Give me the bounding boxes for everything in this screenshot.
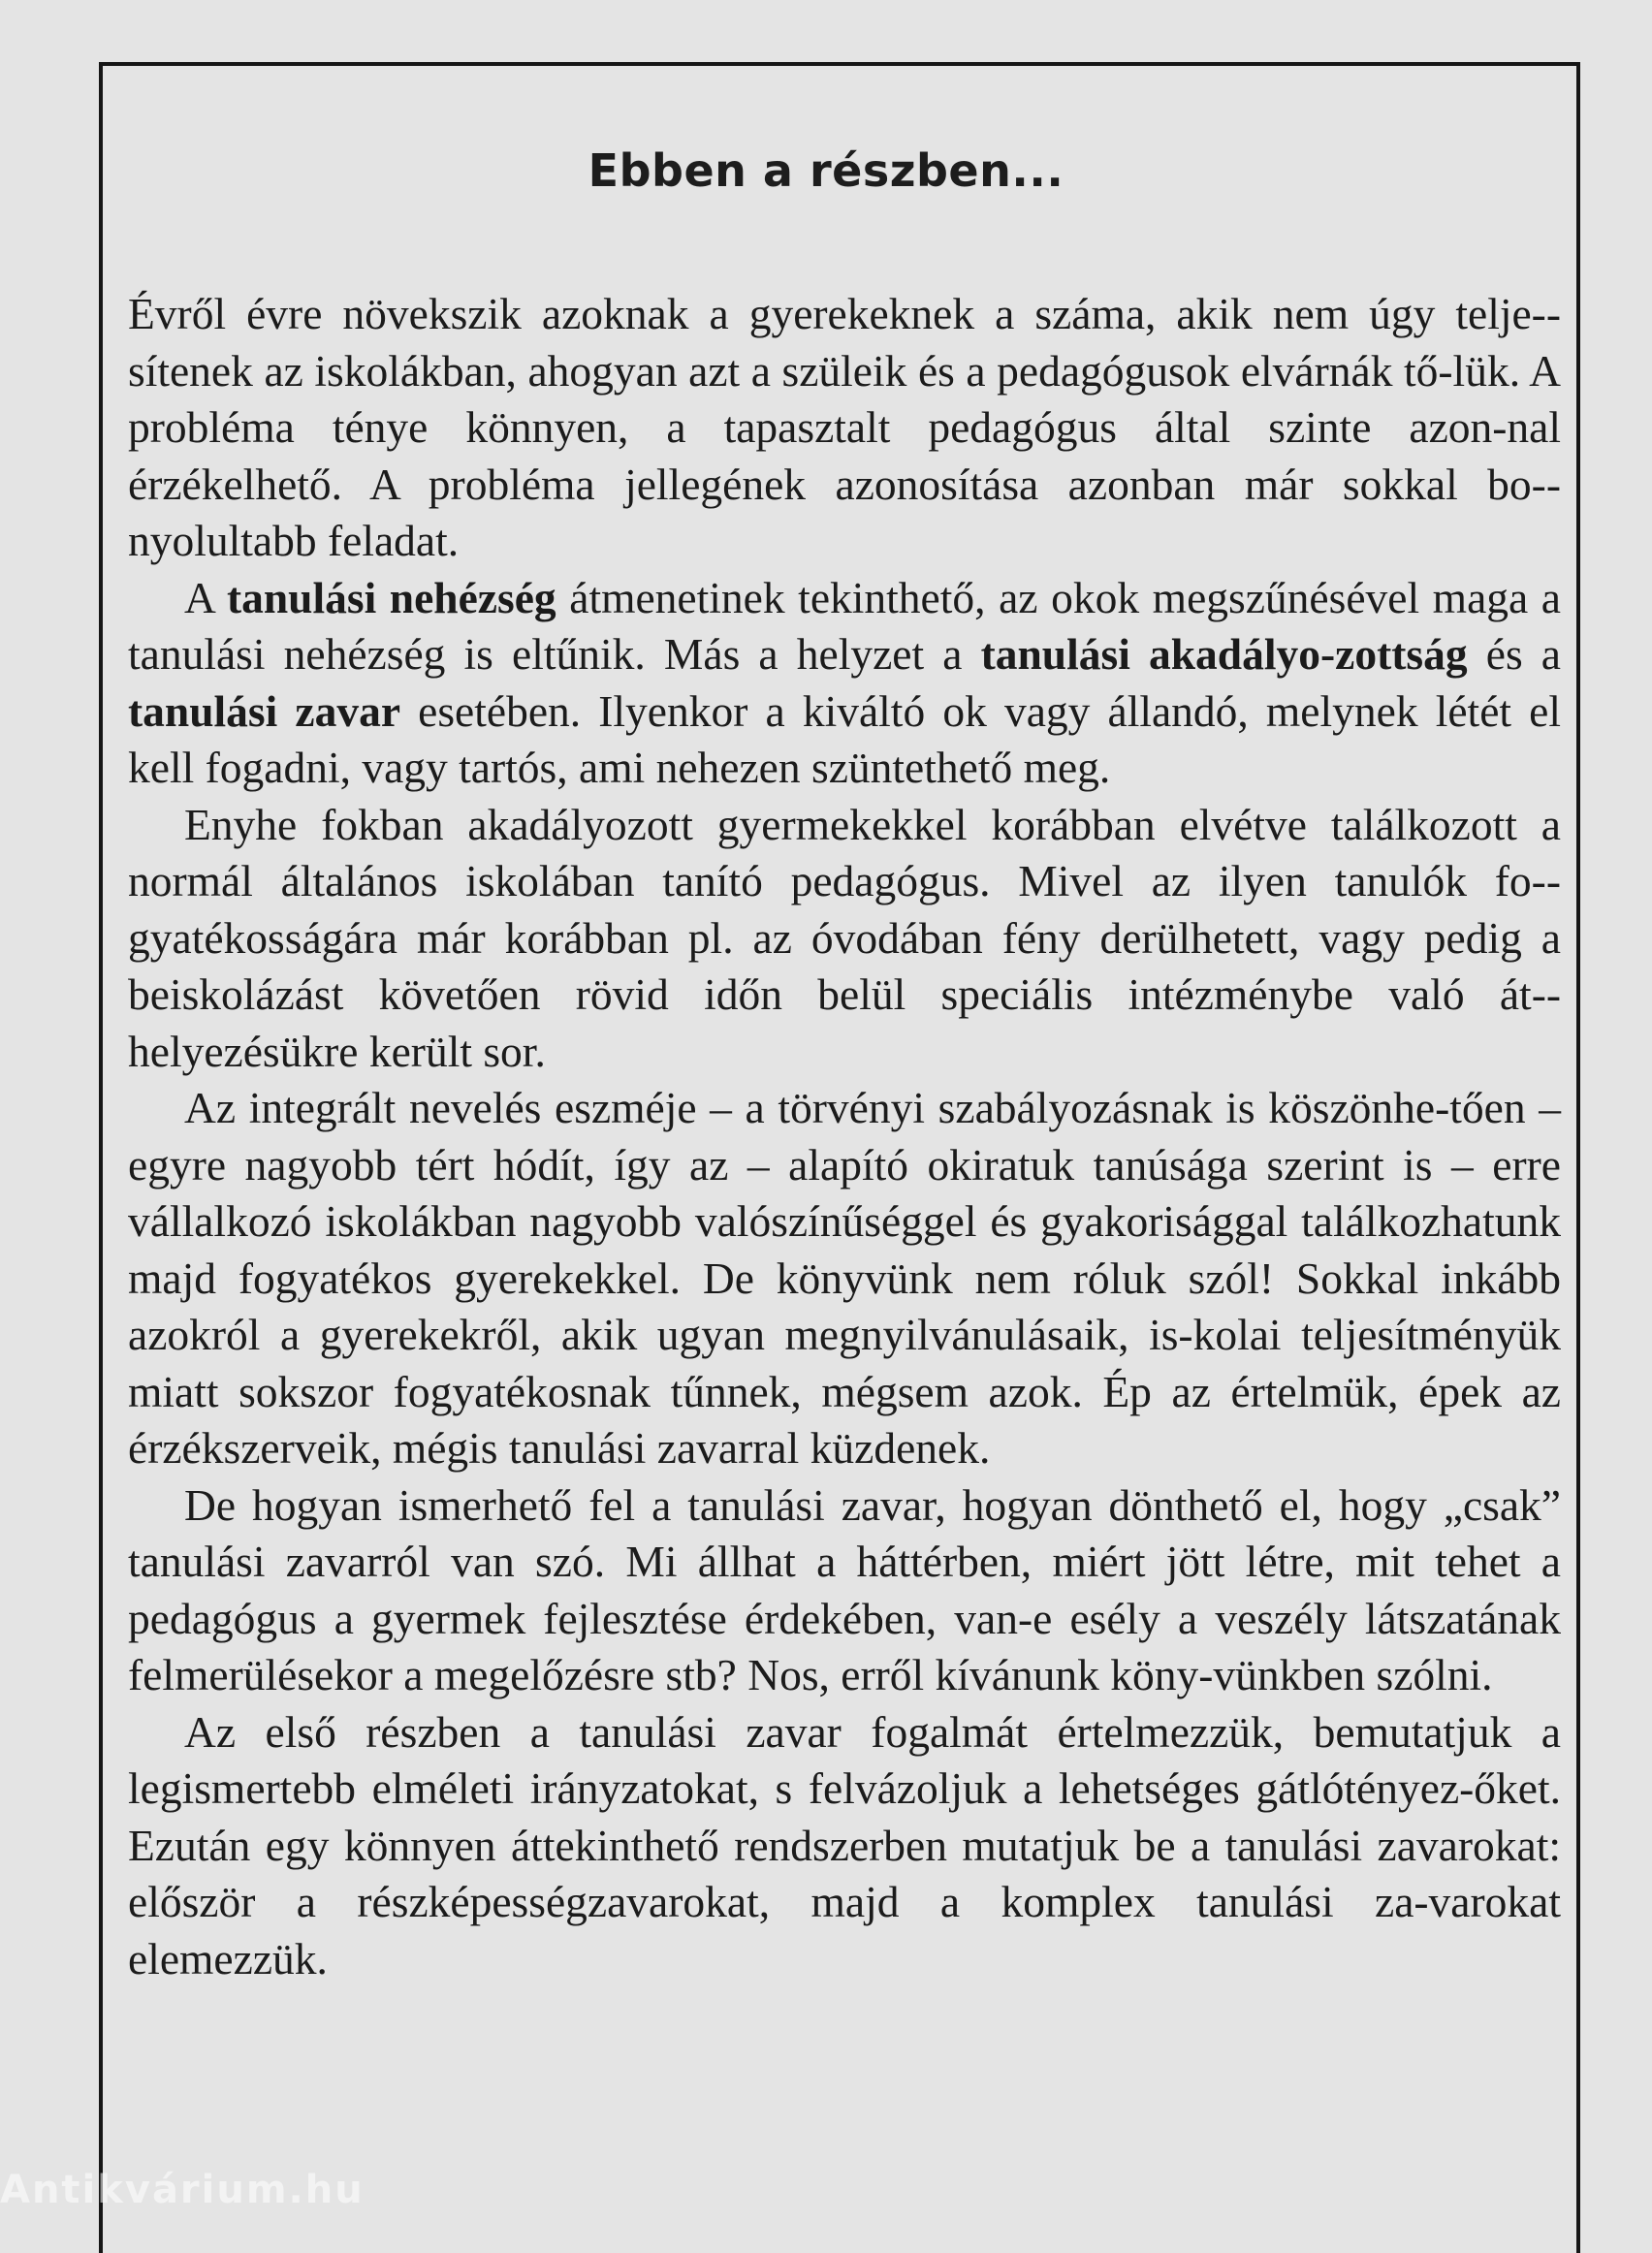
body-text: [128, 286, 1561, 1987]
page-title: Ebben a részben...: [588, 143, 1064, 197]
text-segment: A: [184, 572, 227, 622]
bold-term: tanulási akadályo-zottság: [980, 629, 1468, 679]
paragraph: [128, 570, 1561, 797]
text-segment: Évről évre növekszik azoknak a gyerekeknek a száma, akik nem úgy telje-sítenek az iskolákban, ahogyan azt a szüleik és a pedagógusok elvárnák tő-lük. A probléma ténye könnyen, a tapasztalt pedagógus által szinte azon-nal érzékelhető. A probléma jellegének azonosítása azonban már sokkal bo-nyolultabb feladat.: [128, 289, 1561, 565]
text-segment: és a: [1467, 629, 1561, 679]
text-segment: átmenetinek tekinthető, az okok megszűnésével maga a tanulási nehézség is eltűnik. Más a helyzet a: [128, 572, 1562, 679]
text-segment: Az első részben a tanulási zavar fogalmát értelmezzük, bemutatjuk a legismertebb elméleti irányzatokat, s felvázoljuk a lehetséges gátlótényez-őket. Ezután egy könnyen áttekinthető rendszerben mutatjuk be a tanulási zavarokat: először a részképességzavarokat, majd a komplex tanulási za-varokat elemezzük.: [128, 1706, 1561, 1983]
paragraph: [128, 286, 1561, 570]
paragraph: [128, 1704, 1561, 1988]
text-segment: Az integrált nevelés eszméje – a törvényi szabályozásnak is köszönhe-tően – egyre nagyobb tért hódít, így az – alapító okiratuk tanúsága szerint is – erre vállalkozó iskolákban nagyobb valószínűséggel és gyakorisággal találkozhatunk majd fogyatékos gyerekekkel. De könyvünk nem róluk szól! Sokkal inkább azokról a gyerekekről, akik ugyan megnyilvánulásaik, is-kolai teljesítményük miatt sokszor fogyatékosnak tűnnek, mégsem azok. Ép az értelmük, épek az érzékszerveik, mégis tanulási zavarral küzdenek.: [128, 1083, 1561, 1473]
paragraph: [128, 1477, 1561, 1704]
bold-term: tanulási nehézség: [226, 572, 556, 622]
paragraph: [128, 1080, 1561, 1477]
bold-term: tanulási zavar: [128, 685, 401, 736]
text-segment: De hogyan ismerhető fel a tanulási zavar, hogyan dönthető el, hogy „csak” tanulási zavarról van szó. Mi állhat a háttérben, miért jött létre, mit tehet a pedagógus a gyermek fejlesztése érdekében, van-e esély a veszély látszatának felmerülésekor a megelőzésre stb? Nos, erről kívánunk köny-vünkben szólni.: [128, 1479, 1561, 1699]
text-segment: esetében. Ilyenkor a kiváltó ok vagy állandó, melynek létét el kell fogadni, vagy tartós, ami nehezen szüntethető meg.: [128, 685, 1561, 792]
paragraph: [128, 797, 1561, 1081]
watermark: Antikvárium.hu: [0, 2168, 365, 2212]
text-segment: Enyhe fokban akadályozott gyermekekkel korábban elvétve találkozott a normál általános iskolában tanító pedagógus. Mivel az ilyen tanulók fo-gyatékosságára már korábban pl. az óvodában fény derülhetett, vagy pedig a beiskolázást követően rövid időn belül speciális intézménybe való át-helyezésükre került sor.: [128, 799, 1561, 1076]
